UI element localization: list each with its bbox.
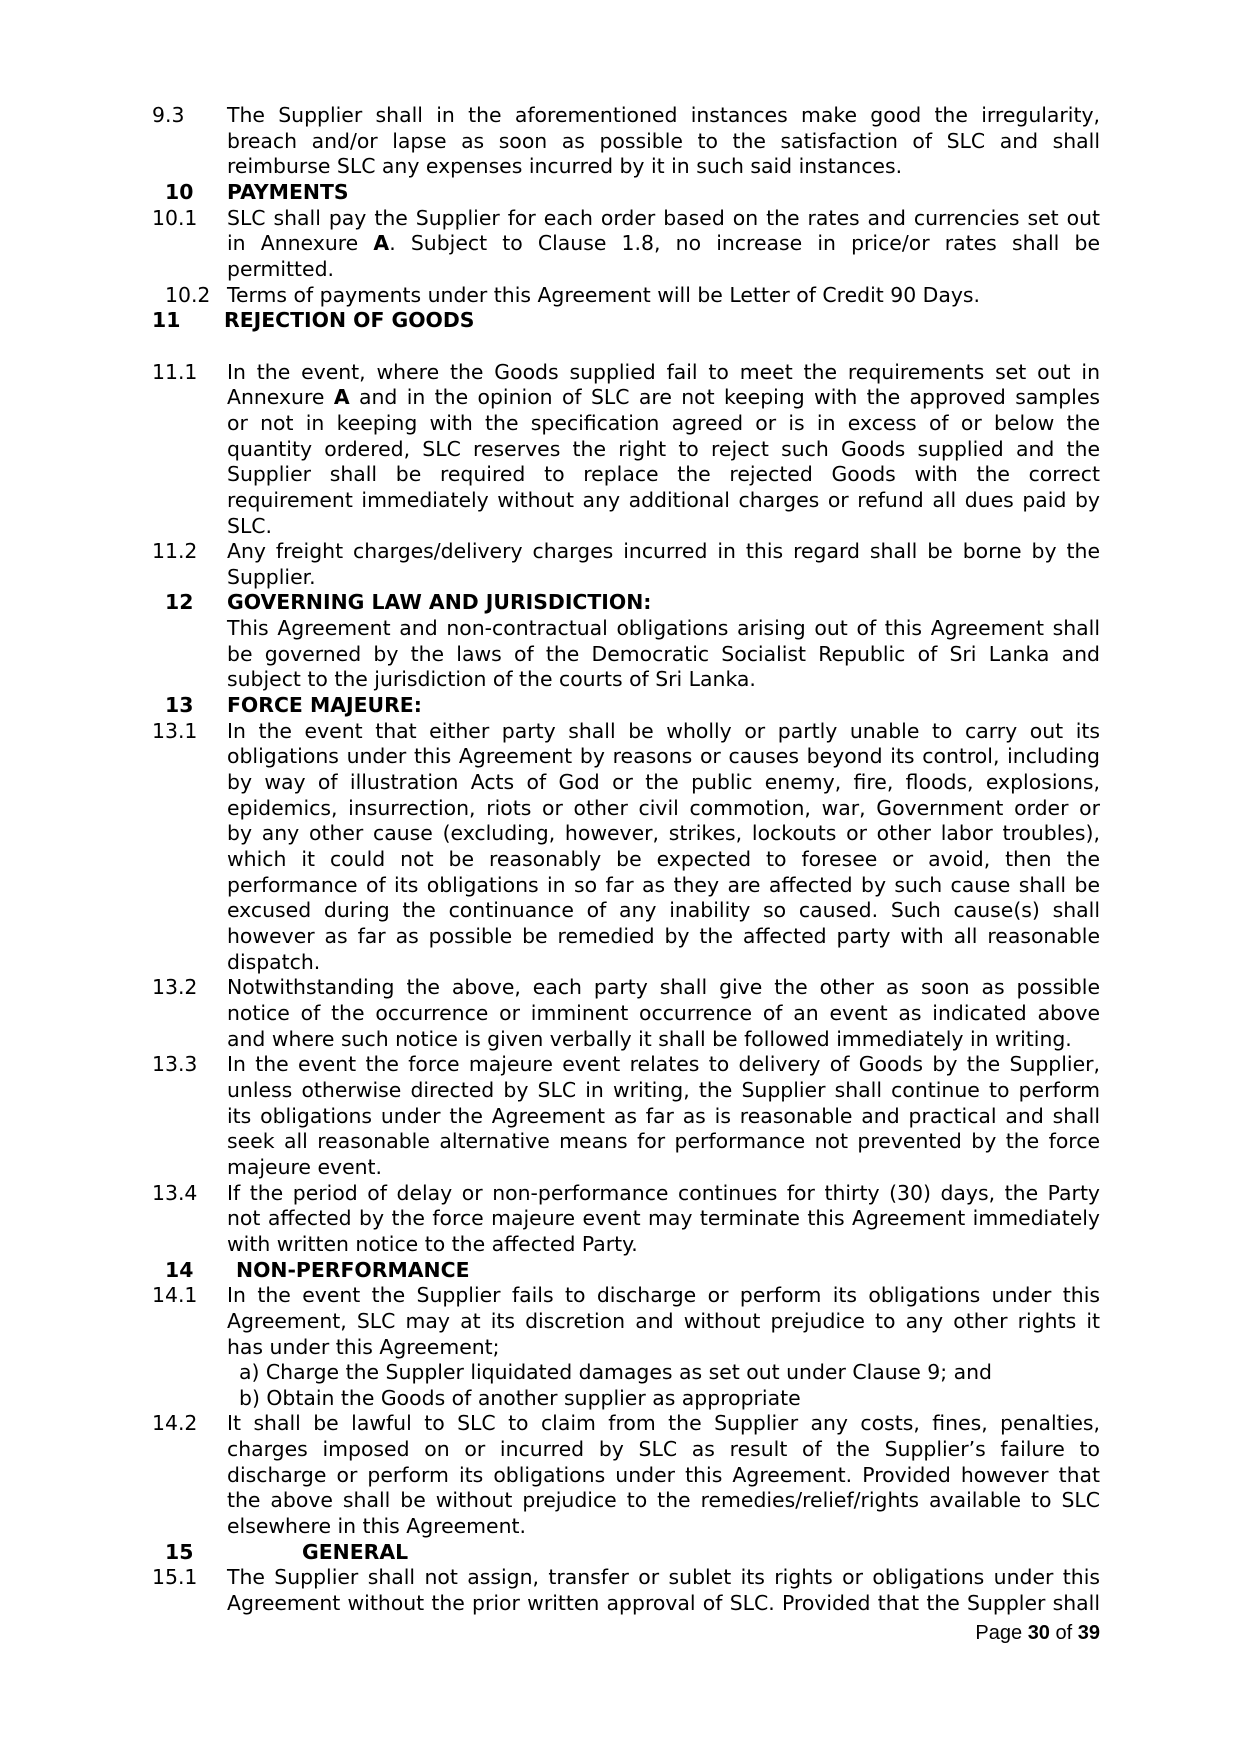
clause-text-line: Agreement, SLC may at its discretion and without prejudice to any other rights it (227, 1308, 1100, 1333)
clause-text-line: Any freight charges/delivery charges incurred in this regard shall be borne by the (227, 539, 1100, 564)
clause-number: 13.2 (152, 975, 198, 1000)
clause-text-line: which it could not be reasonably be expected to foresee or avoid, then the (227, 847, 1100, 872)
clause-text-line: In the event, where the Goods supplied fail to meet the requirements set out in (227, 359, 1100, 384)
bold-text-segment: A (373, 231, 390, 256)
clause-text-line: This Agreement and non-contractual obligations arising out of this Agreement shall (227, 616, 1100, 641)
current-page-number: 30 (1027, 1622, 1050, 1644)
clause-line-row (0, 873, 1241, 899)
clause-10-1 (0, 206, 1241, 283)
clause-text-line: its obligations under the Agreement as far as is reasonable and practical and shall (227, 1103, 1100, 1128)
clause-line-row (0, 616, 1241, 642)
clause-text-line: Supplier. (227, 564, 316, 589)
clause-line-row (0, 924, 1241, 950)
clause-text-line: charges imposed on or incurred by SLC as result of the Supplier’s failure to (227, 1437, 1100, 1462)
clause-13-1 (0, 719, 1241, 976)
clause-number: 9.3 (152, 103, 185, 127)
clause-text-line: Supplier shall be required to replace the rejected Goods with the correct (227, 462, 1100, 487)
clause-text-line: performance of its obligations in so far as they are affected by such cause shall be (227, 872, 1100, 897)
clause-13-4 (0, 1181, 1241, 1258)
clause-number: 11.1 (152, 359, 198, 384)
clause-line-row (0, 1078, 1241, 1104)
blank-line (0, 334, 1241, 360)
clause-line-row (0, 206, 1241, 232)
clause-text-line: excused during the continuance of any inability so caused. Such cause(s) shall (227, 898, 1100, 923)
section-number: 10 (165, 179, 194, 204)
clause-number: 10.1 (152, 205, 198, 230)
sub-item-row (0, 1360, 1241, 1386)
heading-row (0, 1540, 1241, 1566)
clause-number: 13.1 (152, 718, 198, 743)
clause-text-line: by any other cause (excluding, however, strikes, lockouts or other labor troubles), (227, 821, 1100, 846)
clause-text-line: requirement immediately without any additional charges or refund all dues paid by (227, 487, 1100, 512)
clause-line-row (0, 950, 1241, 976)
sub-item-row (0, 1386, 1241, 1412)
clause-number: 13.4 (152, 1180, 198, 1205)
clause-text-line: In the event the Supplier fails to discharge or perform its obligations under this (227, 1283, 1100, 1308)
clause-line-row (0, 1181, 1241, 1207)
section-heading-11 (0, 308, 1241, 359)
section-heading-10 (0, 180, 1241, 206)
clause-text-line: SLC. (227, 513, 273, 538)
clause-line-row (0, 1411, 1241, 1437)
page-footer (975, 1621, 1100, 1645)
heading-row (0, 1258, 1241, 1284)
clause-text-line: not affected by the force majeure event may terminate this Agreement immediately (227, 1206, 1100, 1231)
clause-text-line: by way of illustration Acts of God or the public enemy, fire, floods, explosions, (227, 770, 1100, 795)
clause-11-2 (0, 539, 1241, 590)
clause-text-line: the above shall be without prejudice to the remedies/relief/rights available to SLC (227, 1488, 1100, 1513)
clause-line-row (0, 770, 1241, 796)
clause-line-row (0, 103, 1241, 129)
clause-number: 14.1 (152, 1283, 198, 1308)
clause-number: 15.1 (152, 1565, 198, 1590)
clause-line-row (0, 1335, 1241, 1361)
clause-line-row (0, 360, 1241, 386)
section-heading-12 (0, 590, 1241, 616)
clause-unnumbered (0, 616, 1241, 693)
clause-line-row (0, 1052, 1241, 1078)
clause-line-row (0, 1232, 1241, 1258)
clause-text-line: Agreement without the prior written approval of SLC. Provided that the Suppler shall (227, 1591, 1100, 1616)
clause-number: 13.3 (152, 1052, 198, 1077)
clause-line-row (0, 154, 1241, 180)
clause-text-line: The Supplier shall not assign, transfer or sublet its rights or obligations under this (227, 1565, 1100, 1590)
clause-text-line: quantity ordered, SLC reserves the right to reject such Goods supplied and the (227, 436, 1100, 461)
clause-line-row (0, 1001, 1241, 1027)
clause-line-row (0, 231, 1241, 257)
clause-line-row (0, 1437, 1241, 1463)
clause-line-row (0, 642, 1241, 668)
text-segment: . Subject to Clause 1.8, no increase in price/or rates shall be (389, 231, 1100, 256)
clause-text-line: notice of the occurrence or imminent occurrence of an event as indicated above (227, 1000, 1100, 1025)
heading-row (0, 180, 1241, 206)
clause-line-row (0, 719, 1241, 745)
clause-text-line: and where such notice is given verbally it shall be followed immediately in writing. (227, 1026, 1072, 1051)
clause-line-row (0, 1309, 1241, 1335)
clause-line-row (0, 539, 1241, 565)
clause-line-row (0, 385, 1241, 411)
clause-line-row (0, 898, 1241, 924)
clause-number: 11.2 (152, 539, 198, 564)
section-title: FORCE MAJEURE: (227, 693, 422, 718)
heading-row (0, 590, 1241, 616)
section-heading-14 (0, 1258, 1241, 1284)
clause-line-row (0, 283, 1241, 309)
clause-line-row (0, 411, 1241, 437)
clause-text-line: If the period of delay or non-performance continues for thirty (30) days, the Party (227, 1180, 1100, 1205)
clause-line-row (0, 1463, 1241, 1489)
section-title: REJECTION OF GOODS (224, 308, 475, 333)
clause-line-row (0, 129, 1241, 155)
clause-text-line: majeure event. (227, 1154, 383, 1179)
section-title: GOVERNING LAW AND JURISDICTION: (227, 590, 652, 615)
clause-text-line: permitted. (227, 256, 335, 281)
clause-13-2 (0, 975, 1241, 1052)
clause-text-line: Notwithstanding the above, each party shall give the other as soon as possible (227, 975, 1100, 1000)
clause-text-line: unless otherwise directed by SLC in writing, the Supplier shall continue to perform (227, 1077, 1100, 1102)
heading-row (0, 308, 1241, 334)
section-number: 13 (165, 693, 194, 718)
clause-text-line: subject to the jurisdiction of the courts of Sri Lanka. (227, 667, 756, 692)
clause-text-line: In the event that either party shall be wholly or partly unable to carry out its (227, 718, 1100, 743)
clause-text-line (227, 385, 1100, 411)
clause-line-row (0, 565, 1241, 591)
clause-line-row (0, 437, 1241, 463)
clause-15-1 (0, 1565, 1241, 1616)
text-segment: Annexure (227, 385, 334, 410)
clause-line-row (0, 667, 1241, 693)
clause-text-line: In the event the force majeure event relates to delivery of Goods by the Supplier, (227, 1052, 1100, 1077)
section-number: 14 (165, 1257, 194, 1282)
clause-text-line: SLC shall pay the Supplier for each order based on the rates and currencies set out (227, 205, 1100, 230)
clause-line-row (0, 514, 1241, 540)
clause-text-line: epidemics, insurrection, riots or other civil commotion, war, Government order or (227, 795, 1100, 820)
clause-text-line: or not in keeping with the specification agreed or is in excess of or below the (227, 410, 1100, 435)
clause-line-row (0, 462, 1241, 488)
clause-line-row (0, 1027, 1241, 1053)
clause-line-row (0, 744, 1241, 770)
clause-text-line (227, 231, 1100, 257)
clause-text-line: The Supplier shall in the aforementioned instances make good the irregularity, (227, 103, 1100, 127)
clause-text-line: be governed by the laws of the Democratic Socialist Republic of Sri Lanka and (227, 641, 1100, 666)
section-title: NON-PERFORMANCE (236, 1257, 470, 1282)
clause-text-line: dispatch. (227, 949, 321, 974)
total-pages-number: 39 (1077, 1622, 1100, 1644)
section-heading-15 (0, 1540, 1241, 1566)
clause-text-line: however as far as possible be remedied by the affected party with all reasonable (227, 924, 1100, 948)
clause-line-row (0, 1104, 1241, 1130)
clause-line-row (0, 1155, 1241, 1181)
clause-10-2 (0, 283, 1241, 309)
bold-text-segment: A (333, 385, 350, 410)
clause-line-row (0, 847, 1241, 873)
clause-11-1 (0, 360, 1241, 540)
clause-line-row (0, 1565, 1241, 1591)
clause-text-line: discharge or perform its obligations under this Agreement. Provided however that (227, 1462, 1100, 1487)
clause-text-line: with written notice to the affected Party. (227, 1231, 638, 1256)
page-of-label: of (1055, 1622, 1073, 1644)
section-number: 12 (165, 590, 194, 615)
section-heading-13 (0, 693, 1241, 719)
clause-line-row (0, 975, 1241, 1001)
clause-line-row (0, 1283, 1241, 1309)
section-title: PAYMENTS (227, 179, 349, 204)
text-segment: in Annexure (227, 231, 374, 256)
clause-text-line: It shall be lawful to SLC to claim from the Supplier any costs, fines, penalties, (227, 1411, 1100, 1436)
clause-text-line: has under this Agreement; (227, 1334, 500, 1359)
clause-9-3 (0, 103, 1241, 180)
clause-14-1 (0, 1283, 1241, 1411)
document-body (0, 103, 1241, 1617)
clause-line-row (0, 821, 1241, 847)
clause-line-row (0, 257, 1241, 283)
clause-line-row (0, 1514, 1241, 1540)
clause-line-row (0, 1206, 1241, 1232)
clause-text-line: elsewhere in this Agreement. (227, 1514, 526, 1539)
sub-item-line: b) Obtain the Goods of another supplier as appropriate (239, 1385, 801, 1410)
sub-item-line: a) Charge the Suppler liquidated damages as set out under Clause 9; and (239, 1360, 992, 1385)
clause-text-line: seek all reasonable alternative means for performance not prevented by the force (227, 1129, 1100, 1154)
clause-line-row (0, 1129, 1241, 1155)
text-segment: and in the opinion of SLC are not keeping with the approved samples (349, 385, 1100, 410)
clause-number: 10.2 (165, 282, 211, 307)
clause-line-row (0, 488, 1241, 514)
section-title: GENERAL (302, 1539, 409, 1564)
clause-line-row (0, 796, 1241, 822)
clause-13-3 (0, 1052, 1241, 1180)
heading-row (0, 693, 1241, 719)
clause-line-row (0, 1591, 1241, 1617)
clause-text-line: breach and/or lapse as soon as possible to the satisfaction of SLC and shall (227, 128, 1100, 153)
clause-text-line: obligations under this Agreement by reasons or causes beyond its control, including (227, 744, 1100, 769)
page-label: Page (975, 1622, 1023, 1644)
clause-text-line: Terms of payments under this Agreement will be Letter of Credit 90 Days. (227, 282, 981, 307)
clause-text-line: reimburse SLC any expenses incurred by it in such said instances. (227, 154, 903, 179)
section-number: 11 (152, 308, 181, 333)
clause-14-2 (0, 1411, 1241, 1539)
clause-number: 14.2 (152, 1411, 198, 1436)
section-number: 15 (165, 1539, 194, 1564)
clause-line-row (0, 1488, 1241, 1514)
